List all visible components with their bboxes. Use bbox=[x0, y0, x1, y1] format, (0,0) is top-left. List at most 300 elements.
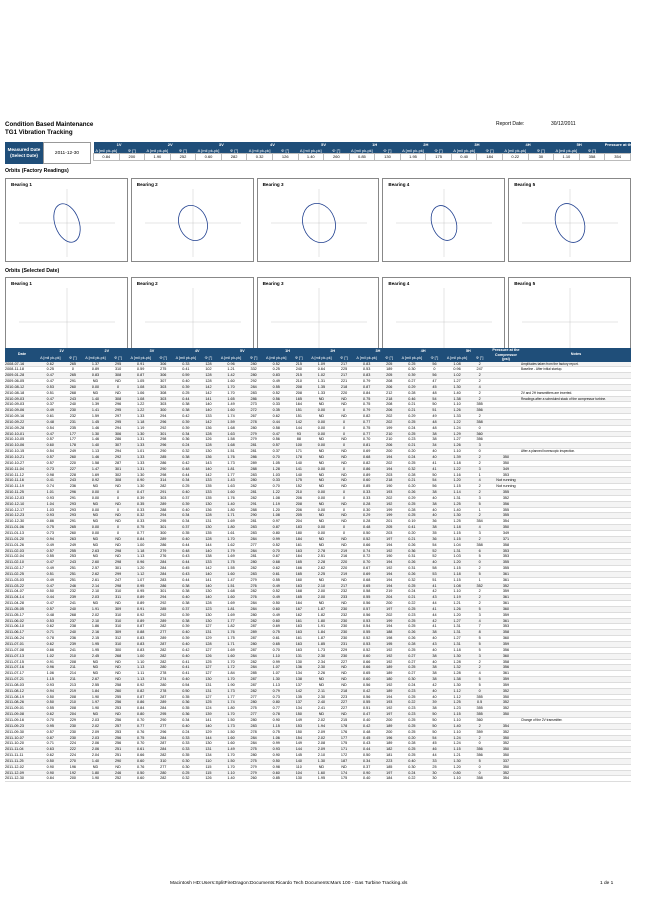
row-cell: 0.48 bbox=[355, 525, 378, 531]
row-cell: 219 bbox=[378, 589, 401, 595]
row-cell: 277 bbox=[242, 542, 265, 548]
row-cell: 35 bbox=[423, 530, 446, 536]
row-cell: 1.22 bbox=[129, 402, 152, 408]
row-cell: 1.26 bbox=[446, 606, 469, 612]
row-cell: 294 bbox=[152, 595, 175, 601]
row-cell: 180 bbox=[378, 677, 401, 683]
row-cell: 276 bbox=[242, 583, 265, 589]
row-cell: 0.75 bbox=[129, 525, 152, 531]
row-cell: 1.94 bbox=[310, 723, 333, 729]
row-cell: 1.77 bbox=[220, 472, 243, 478]
row-cell: 284 bbox=[152, 735, 175, 741]
row-cell: 0.61 bbox=[265, 636, 288, 642]
row-cell: 2 bbox=[468, 665, 491, 671]
row-date: 2010-09-16 bbox=[5, 414, 39, 420]
row-cell: 128 bbox=[197, 379, 220, 385]
row-cell: 190 bbox=[378, 554, 401, 560]
row-cell: 0 bbox=[468, 560, 491, 566]
row-cell: 1.91 bbox=[310, 624, 333, 630]
measured-subheader: A [mil pk-pk] bbox=[146, 147, 169, 153]
row-cell: 0.47 bbox=[129, 490, 152, 496]
row-cell: 1.69 bbox=[220, 601, 243, 607]
row-cell: 0.80 bbox=[265, 700, 288, 706]
row-cell: 1.31 bbox=[129, 437, 152, 443]
row-cell: 0.26 bbox=[401, 636, 424, 642]
orbit-plot bbox=[383, 179, 505, 261]
measured-value: 252 bbox=[170, 154, 196, 161]
row-cell: 1.00 bbox=[129, 542, 152, 548]
row-cell: 1.91 bbox=[84, 606, 107, 612]
row-cell: 0.70 bbox=[129, 717, 152, 723]
row-cell: 1.90 bbox=[220, 682, 243, 688]
row-cell: 0.40 bbox=[175, 630, 198, 636]
row-cell: 283 bbox=[242, 571, 265, 577]
row-cell: 2.04 bbox=[84, 753, 107, 759]
row-cell: 286 bbox=[152, 583, 175, 589]
row-cell: 180 bbox=[288, 530, 311, 536]
row-cell: 2.10 bbox=[310, 753, 333, 759]
row-cell: 0.42 bbox=[175, 414, 198, 420]
row-cell: 0.41 bbox=[175, 671, 198, 677]
row-cell: ND bbox=[333, 478, 356, 484]
row-cell: 152 bbox=[288, 484, 311, 490]
row-cell: 1.31 bbox=[310, 379, 333, 385]
row-cell: 50 bbox=[423, 402, 446, 408]
row-cell: 0.22 bbox=[401, 700, 424, 706]
row-cell: 36 bbox=[423, 519, 446, 525]
row-cell: 286 bbox=[107, 437, 130, 443]
row-cell: 0.35 bbox=[175, 530, 198, 536]
row-cell: 279 bbox=[242, 770, 265, 776]
tracking-table bbox=[5, 348, 631, 782]
row-cell: 282 bbox=[242, 495, 265, 501]
row-cell: 1 bbox=[468, 507, 491, 513]
row-cell: 1.22 bbox=[265, 490, 288, 496]
row-cell: 240 bbox=[62, 606, 85, 612]
row-cell: 128 bbox=[197, 373, 220, 379]
row-cell: 161 bbox=[288, 618, 311, 624]
row-cell: 2 bbox=[468, 490, 491, 496]
row-cell: 0.93 bbox=[265, 747, 288, 753]
row-date: 2011-10-07 bbox=[5, 735, 39, 741]
row-cell: 195 bbox=[378, 642, 401, 648]
row-cell: 0.42 bbox=[355, 688, 378, 694]
row-cell: 284 bbox=[242, 653, 265, 659]
row-cell: 206 bbox=[378, 384, 401, 390]
row-cell: 354 bbox=[468, 519, 491, 525]
row-cell: 1.47 bbox=[220, 577, 243, 583]
row-cell: 0.65 bbox=[265, 642, 288, 648]
row-cell: 1.08 bbox=[129, 384, 152, 390]
row-cell: 0.62 bbox=[39, 753, 62, 759]
row-cell: 1.73 bbox=[220, 688, 243, 694]
row-cell: 205 bbox=[288, 513, 311, 519]
row-cell: 1.18 bbox=[446, 525, 469, 531]
row-cell: 0.90 bbox=[39, 770, 62, 776]
row-cell: 297 bbox=[107, 414, 130, 420]
row-cell: 2.67 bbox=[84, 677, 107, 683]
row-date: 2010-09-28 bbox=[5, 425, 39, 431]
row-cell: 44 bbox=[423, 601, 446, 607]
measured-value: 1.10 bbox=[554, 154, 580, 161]
row-cell: 3 bbox=[468, 530, 491, 536]
row-cell: 133 bbox=[197, 414, 220, 420]
row-cell: 0.47 bbox=[39, 396, 62, 402]
row-cell: 299 bbox=[107, 571, 130, 577]
row-cell: 2.28 bbox=[310, 560, 333, 566]
row-cell: 125 bbox=[197, 659, 220, 665]
row-cell: 1.77 bbox=[220, 618, 243, 624]
orbit-panel-bearing-1 bbox=[5, 178, 128, 262]
row-cell: 0.71 bbox=[39, 741, 62, 747]
row-cell: 0.25 bbox=[401, 747, 424, 753]
row-cell: 41 bbox=[423, 583, 446, 589]
row-date: 2011-04-14 bbox=[5, 595, 39, 601]
row-cell: 0.54 bbox=[39, 449, 62, 455]
row-cell: 130 bbox=[197, 618, 220, 624]
row-cell: 56 bbox=[423, 484, 446, 490]
row-cell: 145 bbox=[288, 753, 311, 759]
row-cell: 142 bbox=[288, 419, 311, 425]
row-cell: 0.79 bbox=[355, 408, 378, 414]
column-header-amplitude: A [mil pk-pk] bbox=[85, 355, 106, 360]
row-cell: 268 bbox=[107, 653, 130, 659]
row-cell: 199 bbox=[378, 513, 401, 519]
row-date: 2010-08-18 bbox=[5, 390, 39, 396]
row-cell: 0 bbox=[468, 764, 491, 770]
row-cell: 1.80 bbox=[220, 507, 243, 513]
row-cell: 0.55 bbox=[265, 384, 288, 390]
row-cell: 0.57 bbox=[265, 443, 288, 449]
row-cell: 2.41 bbox=[310, 706, 333, 712]
row-pressure: 350 bbox=[491, 455, 521, 461]
row-date: 2011-10-20 bbox=[5, 741, 39, 747]
row-cell: 164 bbox=[288, 554, 311, 560]
row-cell: 283 bbox=[242, 530, 265, 536]
row-cell: 1.31 bbox=[446, 495, 469, 501]
row-cell: 48 bbox=[423, 390, 446, 396]
row-cell: 296 bbox=[152, 419, 175, 425]
row-cell: 241 bbox=[62, 647, 85, 653]
row-cell: 0 bbox=[107, 495, 130, 501]
row-cell: 142 bbox=[197, 566, 220, 572]
row-cell: 2.62 bbox=[310, 566, 333, 572]
row-cell: 2.02 bbox=[310, 735, 333, 741]
row-cell: 0.51 bbox=[39, 571, 62, 577]
row-cell: 202 bbox=[378, 414, 401, 420]
row-cell: 284 bbox=[152, 747, 175, 753]
row-cell: 249 bbox=[62, 449, 85, 455]
row-cell: 0.35 bbox=[175, 694, 198, 700]
row-cell: 194 bbox=[378, 466, 401, 472]
row-cell: 0.65 bbox=[355, 671, 378, 677]
row-cell: 1.26 bbox=[446, 408, 469, 414]
row-cell: 303 bbox=[152, 495, 175, 501]
row-cell: 1.33 bbox=[129, 460, 152, 466]
row-cell: 0.60 bbox=[355, 677, 378, 683]
row-cell: 1.30 bbox=[129, 472, 152, 478]
row-cell: 197 bbox=[378, 606, 401, 612]
row-cell: 212 bbox=[378, 390, 401, 396]
row-cell: 0.28 bbox=[355, 519, 378, 525]
row-cell: 4 bbox=[468, 384, 491, 390]
row-pressure: 361 bbox=[491, 571, 521, 577]
row-pressure: 360 bbox=[491, 653, 521, 659]
row-cell: 1.28 bbox=[265, 466, 288, 472]
row-cell: 0 bbox=[333, 507, 356, 513]
row-cell: 2.63 bbox=[84, 548, 107, 554]
row-cell: 210 bbox=[288, 379, 311, 385]
row-cell: 1.20 bbox=[446, 478, 469, 484]
row-date: 2010-09-22 bbox=[5, 419, 39, 425]
row-cell: ND bbox=[107, 677, 130, 683]
row-cell: 356 bbox=[468, 437, 491, 443]
row-cell: 310 bbox=[107, 367, 130, 373]
row-cell: 134 bbox=[288, 706, 311, 712]
row-cell: 2.40 bbox=[310, 700, 333, 706]
row-cell: 49 bbox=[423, 414, 446, 420]
column-header-amplitude: A [mil pk-pk] bbox=[40, 355, 61, 360]
row-cell: 140 bbox=[197, 408, 220, 414]
row-cell: 1.60 bbox=[220, 741, 243, 747]
row-cell: 0.25 bbox=[401, 665, 424, 671]
row-cell: 0.30 bbox=[401, 677, 424, 683]
row-date: 2010-12-03 bbox=[5, 495, 39, 501]
row-cell: 1.15 bbox=[446, 712, 469, 718]
row-cell: 275 bbox=[242, 758, 265, 764]
row-cell: 0.33 bbox=[175, 741, 198, 747]
row-date: 2008-07-16 bbox=[5, 362, 39, 367]
row-cell: 306 bbox=[152, 373, 175, 379]
row-cell: 0.90 bbox=[39, 764, 62, 770]
row-cell: ND bbox=[333, 402, 356, 408]
row-cell: 1.60 bbox=[220, 379, 243, 385]
row-cell: 0.93 bbox=[39, 682, 62, 688]
row-cell: 292 bbox=[152, 612, 175, 618]
row-cell: 115 bbox=[197, 770, 220, 776]
row-cell: 0.39 bbox=[401, 373, 424, 379]
measured-value: 0.85 bbox=[349, 154, 375, 161]
row-cell: 0.36 bbox=[175, 712, 198, 718]
row-cell: 194 bbox=[378, 624, 401, 630]
row-cell: 301 bbox=[152, 525, 175, 531]
row-cell: 0.42 bbox=[175, 460, 198, 466]
row-cell: 0.37 bbox=[175, 606, 198, 612]
row-cell: 1.60 bbox=[220, 735, 243, 741]
row-cell: 50 bbox=[423, 472, 446, 478]
row-cell: 282 bbox=[152, 753, 175, 759]
row-cell: 1.23 bbox=[446, 706, 469, 712]
row-cell: 151 bbox=[288, 414, 311, 420]
row-cell: 287 bbox=[152, 642, 175, 648]
row-cell: 38 bbox=[423, 665, 446, 671]
row-cell: 280 bbox=[152, 665, 175, 671]
row-cell: 131 bbox=[288, 653, 311, 659]
row-cell: 0.57 bbox=[355, 606, 378, 612]
row-cell: 0.75 bbox=[265, 630, 288, 636]
row-cell: 0.84 bbox=[129, 536, 152, 542]
row-cell: 288 bbox=[242, 507, 265, 513]
row-cell: 2.10 bbox=[84, 618, 107, 624]
row-cell: 1.74 bbox=[220, 414, 243, 420]
row-cell: 1.77 bbox=[220, 694, 243, 700]
row-cell: 0.97 bbox=[265, 519, 288, 525]
row-pressure: 359 bbox=[491, 612, 521, 618]
row-cell: 0.25 bbox=[401, 419, 424, 425]
measured-group-header: 2V bbox=[145, 142, 196, 148]
row-cell: 0.71 bbox=[39, 630, 62, 636]
row-cell: 211 bbox=[62, 665, 85, 671]
row-date: 2011-02-03 bbox=[5, 548, 39, 554]
row-cell: 1.72 bbox=[220, 665, 243, 671]
row-cell: 0.00 bbox=[310, 466, 333, 472]
row-cell: 0.84 bbox=[129, 706, 152, 712]
row-cell: 175 bbox=[288, 478, 311, 484]
row-cell: 1.60 bbox=[220, 490, 243, 496]
row-cell: 295 bbox=[152, 712, 175, 718]
row-cell: 1.27 bbox=[446, 618, 469, 624]
row-cell: ND bbox=[107, 665, 130, 671]
footer-page: 1 de 1 bbox=[600, 881, 614, 886]
row-cell: 0.28 bbox=[401, 390, 424, 396]
row-cell: 0.28 bbox=[401, 507, 424, 513]
row-cell: 280 bbox=[242, 642, 265, 648]
row-cell: 2.55 bbox=[84, 682, 107, 688]
row-date: 2011-08-26 bbox=[5, 700, 39, 706]
row-cell: 124 bbox=[197, 706, 220, 712]
row-cell: 284 bbox=[152, 566, 175, 572]
report-date-value: 30/12/2011 bbox=[551, 121, 576, 127]
row-cell: 230 bbox=[62, 735, 85, 741]
row-cell: 2.30 bbox=[310, 665, 333, 671]
row-cell: 0.21 bbox=[401, 402, 424, 408]
row-cell: 0.44 bbox=[175, 542, 198, 548]
row-cell: 0.40 bbox=[175, 507, 198, 513]
row-cell: 298 bbox=[152, 437, 175, 443]
row-cell: 0.50 bbox=[175, 688, 198, 694]
row-cell: 360 bbox=[468, 431, 491, 437]
row-cell: 199 bbox=[378, 507, 401, 513]
row-cell: 197 bbox=[378, 712, 401, 718]
row-cell: 1.01 bbox=[129, 449, 152, 455]
column-header-amplitude: A [mil pk-pk] bbox=[266, 355, 287, 360]
row-cell: 0.78 bbox=[265, 712, 288, 718]
row-cell: 0.70 bbox=[265, 647, 288, 653]
row-cell: ND bbox=[333, 764, 356, 770]
row-cell: 0.47 bbox=[39, 601, 62, 607]
row-cell: 2.51 bbox=[310, 554, 333, 560]
row-cell: 0.62 bbox=[265, 414, 288, 420]
row-cell: 0.45 bbox=[355, 735, 378, 741]
row-cell: 274 bbox=[152, 677, 175, 683]
row-cell: 127 bbox=[197, 624, 220, 630]
row-cell: 4 bbox=[468, 671, 491, 677]
row-cell: 0 bbox=[468, 741, 491, 747]
row-cell: 2 bbox=[468, 414, 491, 420]
row-cell: ND bbox=[107, 536, 130, 542]
row-cell: 1.04 bbox=[446, 542, 469, 548]
row-cell: 0.41 bbox=[175, 367, 198, 373]
row-cell: 2.02 bbox=[310, 717, 333, 723]
row-cell: 2.25 bbox=[310, 571, 333, 577]
row-cell: 0.38 bbox=[175, 583, 198, 589]
row-cell: ND bbox=[310, 501, 333, 507]
row-cell: 291 bbox=[62, 495, 85, 501]
row-cell: 256 bbox=[107, 717, 130, 723]
row-cell: 0.39 bbox=[175, 612, 198, 618]
row-cell: 200 bbox=[378, 449, 401, 455]
row-cell: 0 bbox=[333, 443, 356, 449]
row-cell: 298 bbox=[107, 548, 130, 554]
row-cell: 54 bbox=[423, 396, 446, 402]
row-cell: 190 bbox=[378, 484, 401, 490]
row-cell: 203 bbox=[378, 530, 401, 536]
row-cell: 206 bbox=[378, 443, 401, 449]
row-cell: 0.23 bbox=[401, 706, 424, 712]
row-cell: 0.00 bbox=[84, 495, 107, 501]
row-date: 2011-09-16 bbox=[5, 717, 39, 723]
row-cell: 0.93 bbox=[39, 513, 62, 519]
row-date: 2011-02-04 bbox=[5, 554, 39, 560]
row-cell: 0.70 bbox=[265, 455, 288, 461]
row-cell: 0.51 bbox=[355, 706, 378, 712]
row-cell: 194 bbox=[378, 583, 401, 589]
row-cell: 2 bbox=[468, 362, 491, 367]
row-cell: 0.62 bbox=[39, 362, 62, 367]
row-date: 2011-09-08 bbox=[5, 712, 39, 718]
row-cell: 1.07 bbox=[265, 665, 288, 671]
row-cell: 1.12 bbox=[446, 688, 469, 694]
row-cell: 296 bbox=[152, 729, 175, 735]
row-cell: 1.70 bbox=[220, 764, 243, 770]
row-cell: ND bbox=[333, 601, 356, 607]
row-cell: 0.42 bbox=[175, 647, 198, 653]
row-cell: 137 bbox=[288, 682, 311, 688]
row-cell: 294 bbox=[152, 414, 175, 420]
row-cell: 163 bbox=[288, 642, 311, 648]
row-cell: 52 bbox=[423, 548, 446, 554]
row-cell: 140 bbox=[288, 758, 311, 764]
row-pressure: 355 bbox=[491, 560, 521, 566]
row-cell: 1.20 bbox=[265, 507, 288, 513]
measured-subheader: A [mil pk-pk] bbox=[299, 147, 322, 153]
row-cell: 1.10 bbox=[446, 449, 469, 455]
row-cell: 140 bbox=[197, 466, 220, 472]
row-date: 2011-06-24 bbox=[5, 636, 39, 642]
row-cell: 0.91 bbox=[39, 659, 62, 665]
row-pressure: 352 bbox=[491, 583, 521, 589]
measured-date-select[interactable]: 2011-12-30 bbox=[43, 142, 91, 164]
row-cell: 2.08 bbox=[310, 741, 333, 747]
row-cell: 225 bbox=[333, 367, 356, 373]
row-cell: 149 bbox=[288, 741, 311, 747]
row-cell: 131 bbox=[197, 630, 220, 636]
row-cell: 1.25 bbox=[446, 519, 469, 525]
measured-subheader: A [mil pk-pk] bbox=[248, 147, 271, 153]
row-cell: 252 bbox=[107, 776, 130, 782]
row-cell: 128 bbox=[197, 362, 220, 367]
row-cell: ND bbox=[84, 536, 107, 542]
row-cell: 300 bbox=[152, 530, 175, 536]
row-cell: 0.92 bbox=[129, 612, 152, 618]
row-cell: 0.60 bbox=[355, 653, 378, 659]
row-cell: 0.87 bbox=[355, 384, 378, 390]
row-cell: 1.24 bbox=[446, 425, 469, 431]
row-cell: 40 bbox=[423, 647, 446, 653]
row-date: 2010-11-12 bbox=[5, 472, 39, 478]
row-cell: 150 bbox=[288, 729, 311, 735]
row-cell: 0.48 bbox=[39, 612, 62, 618]
